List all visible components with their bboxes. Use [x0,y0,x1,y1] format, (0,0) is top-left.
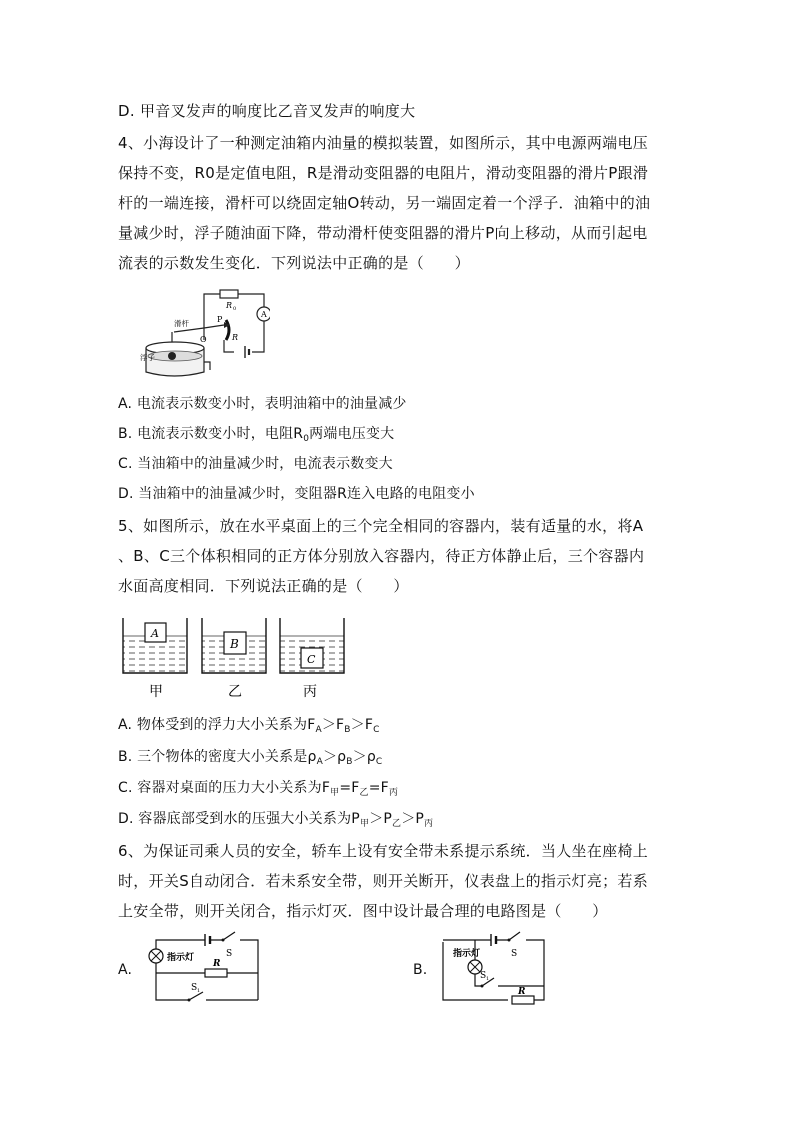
block-b-label: B [230,637,239,651]
q5-stem-line-1: 5、如图所示，放在水平桌面上的三个完全相同的容器内，装有适量的水，将A [118,517,644,535]
q6a-lamp-label: 指示灯 [167,953,195,963]
q6a-switch-s-label: S [226,949,233,959]
container-jia [123,618,187,700]
rheostat-label: R [232,333,239,342]
q6-circuit-a [143,928,263,1006]
container-yi [202,618,266,700]
block-a-label: A [151,627,159,640]
q6b-switch-s-label: S [511,949,518,959]
q6a-switch-s1-label: S [191,983,198,993]
ammeter-label: A [261,310,267,319]
q4-oil-gauge-figure [140,284,270,389]
q3-option-d: D. 甲音叉发声的响度比乙音叉发声的响度大 [118,102,416,120]
rod-label: 滑杆 [174,319,189,328]
q4-option-b: B. 电流表示数变小时，电阻$R_0$两端电压变大 [118,426,395,444]
float-icon [168,352,176,360]
q6b-switch-s1-subscript: 1 [486,976,490,982]
q6a-switch-s1-subscript: 1 [197,988,201,994]
q6-stem-line-2: 时，开关S自动闭合．若未系安全带，则开关断开，仪表盘上的指示灯亮；若系 [118,872,649,890]
q4-option-a: A. 电流表示数变小时，表明油箱中的油量减少 [118,396,407,412]
q4-option-d: D. 当油箱中的油量减少时，变阻器R连入电路的电阻变小 [118,486,475,502]
q4-stem-line-3: 杆的一端连接，滑杆可以绕固定轴O转动，另一端固定着一个浮子．油箱中的油 [118,194,651,212]
r0-subscript: 0 [233,306,237,312]
q6-stem-line-1: 6、为保证司乘人员的安全，轿车上设有安全带未系提示系统．当人坐在座椅上 [118,842,649,860]
q5-stem-line-3: 水面高度相同．下列说法正确的是（ ） [118,577,409,595]
q5-option-b: B. 三个物体的密度大小关系是$\rho_A>\rho_B>\rho_C$ [118,749,383,767]
container-bing-label: 丙 [303,684,317,700]
q6b-switch-s1-label: S [480,971,487,981]
q6-circuit-b [438,928,550,1006]
q6a-resistor-label: R [213,959,221,969]
float-label: 浮子 [140,353,155,362]
q6b-lamp-label: 指示灯 [453,949,481,959]
q4-stem-line-2: 保持不变，R0是定值电阻，R是滑动变阻器的电阻片，滑动变阻器的滑片P跟滑 [118,164,649,182]
slider-p-label: P [217,315,223,324]
q5-option-a: A. 物体受到的浮力大小关系为$F_A>F_B>F_C$ [118,717,380,735]
q6-option-a-label: A. [118,962,133,978]
r0-label: R [226,301,233,310]
r0-resistor [220,290,238,298]
q4-option-c: C. 当油箱中的油量减少时，电流表示数变大 [118,456,393,472]
block-c-label: C [307,653,316,666]
q5-option-d: D. 容器底部受到水的压强大小关系为$P_甲>P_乙>P_丙$ [118,811,434,829]
container-yi-label: 乙 [228,684,242,700]
q6b-resistor-label: R [518,987,526,997]
q4-stem-line-5: 流表的示数发生变化．下列说法中正确的是（ ） [118,254,470,272]
container-bing [280,618,344,700]
q4-stem-line-1: 4、小海设计了一种测定油箱内油量的模拟装置，如图所示，其中电源两端电压 [118,134,649,152]
pivot-o-label: O [200,335,207,344]
q6-stem-line-3: 上安全带，则开关闭合，指示灯灭．图中设计最合理的电路图是（ ） [118,902,608,920]
rheostat-arc [226,320,229,340]
q6-option-b-label: B. [413,962,428,978]
q5-stem-line-2: 、B、C三个体积相同的正方体分别放入容器内，待正方体静止后，三个容器内 [118,547,645,565]
container-jia-label: 甲 [149,684,163,700]
q4-stem-line-4: 量减少时，浮子随油面下降，带动滑杆使变阻器的滑片P向上移动，从而引起电 [118,224,648,242]
q5-option-c: C. 容器对桌面的压力大小关系为$F_甲=F_乙=F_丙$ [118,780,399,798]
q5-containers-figure [118,614,350,704]
